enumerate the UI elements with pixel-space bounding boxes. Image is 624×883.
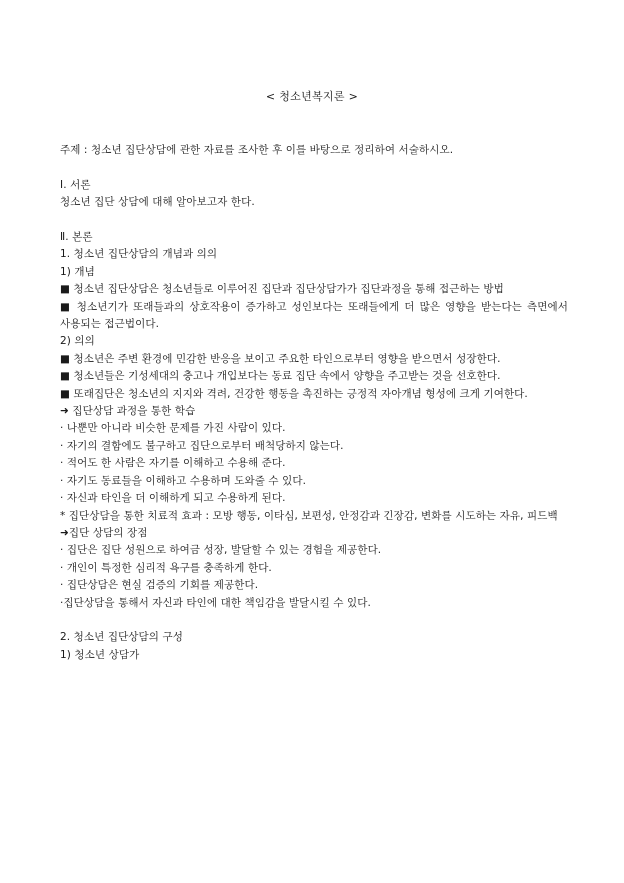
- spacer: [60, 159, 568, 176]
- section-2-heading: 2. 청소년 집단상담의 구성: [60, 631, 183, 644]
- topic-line: 주제 : 청소년 집단상담에 관한 자료를 조사한 후 이를 바탕으로 정리하여 서술하시오.: [60, 144, 454, 156]
- section-2-1-heading: 1) 청소년 상담가: [60, 648, 140, 661]
- learning-item: · 자기의 결함에도 불구하고 집단으로부터 배척당하지 않는다.: [60, 439, 344, 452]
- merits-item: ·집단상담을 통해서 자신과 타인에 대한 책임감을 발달시킬 수 있다.: [60, 596, 371, 609]
- document-title: < 청소년복지론 >: [265, 90, 359, 103]
- section-1-2-heading: 2) 의의: [60, 335, 95, 348]
- merits-item: · 개인이 특정한 심리적 욕구를 충족하게 한다.: [60, 561, 272, 574]
- section-1-heading: 1. 청소년 집단상담의 개념과 의의: [60, 248, 218, 261]
- section-1-1-heading: 1) 개념: [60, 265, 95, 278]
- learning-heading: ➜ 집단상담 과정을 통한 학습: [60, 405, 196, 418]
- main-heading: Ⅱ. 본론: [60, 231, 93, 243]
- intro-text: 청소년 집단 상담에 대해 알아보고자 한다.: [60, 196, 255, 209]
- merits-item: · 집단상담은 현실 검증의 기회를 제공한다.: [60, 579, 259, 592]
- learning-item: · 나뿐만 아니라 비슷한 문제를 가진 사람이 있다.: [60, 422, 286, 435]
- spacer: [60, 212, 568, 229]
- concept-paragraph-2: ■ 청소년기가 또래들과의 상호작용이 증가하고 성인보다는 또래들에게 더 많은 영향을 받는다는 측면에서 사용되는 접근법이다.: [60, 300, 568, 331]
- learning-item: · 자기도 동료들을 이해하고 수용하며 도와줄 수 있다.: [60, 474, 307, 487]
- significance-paragraph-1: ■ 청소년은 주변 환경에 민감한 반응을 보이고 주요한 타인으로부터 영향을 받으면서 성장한다.: [60, 352, 501, 365]
- learning-item: · 자신과 타인을 더 이해하게 되고 수용하게 된다.: [60, 492, 286, 505]
- spacer: [60, 612, 568, 629]
- intro-heading: Ⅰ. 서론: [60, 178, 91, 191]
- significance-paragraph-3: ■ 또래집단은 청소년의 지지와 격려, 건강한 행동을 촉진하는 긍정적 자아개념 형성에 크게 기여한다.: [60, 387, 528, 400]
- concept-paragraph-1: ■ 청소년 집단상담은 청소년들로 이루어진 집단과 집단상담가가 집단과정을 통해 접근하는 방법: [60, 283, 504, 296]
- significance-paragraph-2: ■ 청소년들은 기성세대의 충고나 개입보다는 동료 집단 속에서 양향을 주고받는 것을 선호한다.: [60, 370, 501, 383]
- merits-item: · 집단은 집단 성원으로 하여금 성장, 발달할 수 있는 경험을 제공한다.: [60, 544, 382, 557]
- merits-heading: ➜집단 상담의 장점: [60, 526, 148, 539]
- learning-item: · 적어도 한 사람은 자기를 이해하고 수용해 준다.: [60, 457, 286, 470]
- therapeutic-effects: * 집단상담을 통한 치료적 효과 : 모방 행동, 이타심, 보편성, 안정감과 긴장감, 변화를 시도하는 자유, 피드백: [60, 509, 558, 522]
- document-body: [60, 142, 568, 664]
